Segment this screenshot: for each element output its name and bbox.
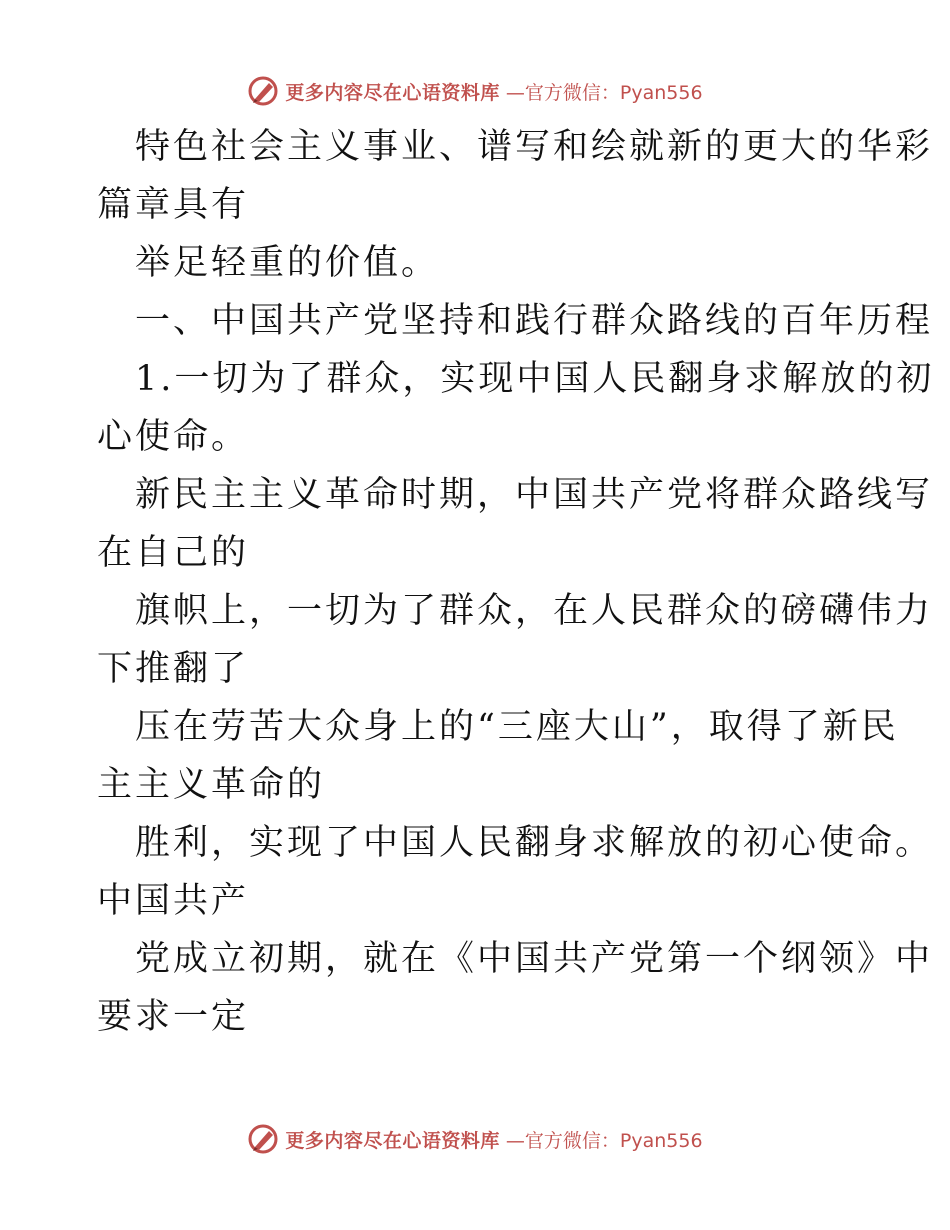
body-line: 特色社会主义事业、谱写和绘就新的更大的华彩 [135, 127, 934, 167]
header-brand-text: 更多内容尽在心语资料库 [285, 81, 500, 104]
footer-brand-text: 更多内容尽在心语资料库 [285, 1129, 500, 1152]
body-line: 新民主主义革命时期，中国共产党将群众路线写 [135, 475, 934, 515]
body-line: 中国共产 [97, 881, 250, 921]
pen-logo-icon [247, 1123, 279, 1155]
body-line: 篇章具有 [97, 185, 250, 225]
body-line: 主主义革命的 [97, 765, 326, 805]
header-watermark [0, 71, 950, 111]
body-line: 举足轻重的价值。 [135, 243, 440, 283]
footer-wechat-text: —官方微信：Pyan556 [505, 1129, 703, 1152]
body-line: 在自己的 [97, 533, 250, 573]
header-wechat-text: —官方微信：Pyan556 [505, 81, 703, 104]
body-line: 压在劳苦大众身上的“三座大山”，取得了新民 [135, 707, 899, 747]
section-heading: 一、中国共产党坚持和践行群众路线的百年历程 [135, 301, 934, 341]
body-line: 胜利，实现了中国人民翻身求解放的初心使命。 [135, 823, 934, 863]
body-line: 心使命。 [97, 417, 250, 457]
pen-logo-icon [247, 75, 279, 107]
body-line: 下推翻了 [97, 649, 250, 689]
subsection-heading: 1.一切为了群众，实现中国人民翻身求解放的初 [135, 359, 935, 399]
body-line: 要求一定 [97, 997, 250, 1037]
body-line: 党成立初期，就在《中国共产党第一个纲领》中 [135, 939, 934, 979]
document-body [97, 118, 935, 1046]
footer-watermark [0, 1119, 950, 1159]
body-line: 旗帜上，一切为了群众，在人民群众的磅礴伟力 [135, 591, 934, 631]
